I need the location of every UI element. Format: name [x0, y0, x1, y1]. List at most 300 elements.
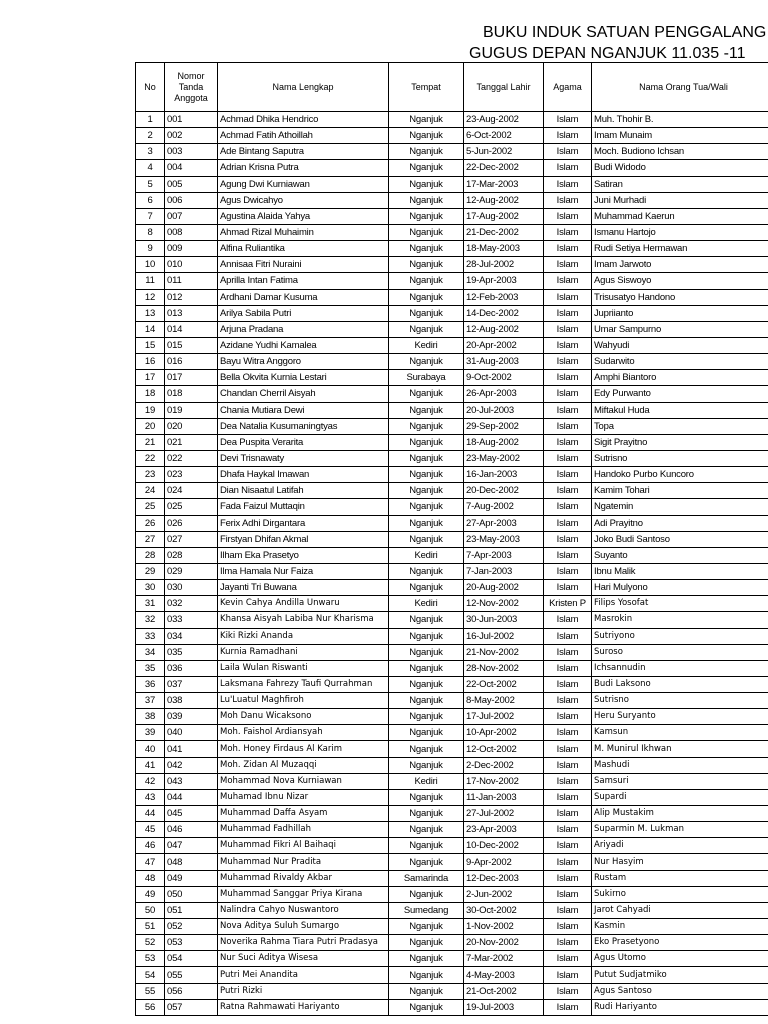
cell-nama-orang-tua-wali: Miftakul Huda: [592, 402, 768, 418]
cell-tanggal-lahir: 30-Oct-2002: [464, 902, 544, 918]
table-row: [136, 676, 768, 692]
table-body: [136, 112, 768, 1016]
cell-nomor-tanda-anggota: 032: [165, 596, 218, 612]
table-row: [136, 709, 768, 725]
cell-nama-lengkap: Kevin Cahya Andilla Unwaru: [218, 596, 389, 612]
cell-no: 29: [136, 563, 165, 579]
table-row: [136, 305, 768, 321]
cell-agama: Islam: [544, 531, 592, 547]
cell-tanggal-lahir: 7-Apr-2003: [464, 547, 544, 563]
table-row: [136, 725, 768, 741]
cell-nama-lengkap: Alfina Ruliantika: [218, 241, 389, 257]
table-row: [136, 983, 768, 999]
cell-tanggal-lahir: 28-Jul-2002: [464, 257, 544, 273]
cell-nomor-tanda-anggota: 050: [165, 886, 218, 902]
cell-nama-lengkap: Ahmad Rizal Muhaimin: [218, 224, 389, 240]
cell-no: 56: [136, 999, 165, 1015]
cell-nama-orang-tua-wali: Trisusatyo Handono: [592, 289, 768, 305]
cell-nomor-tanda-anggota: 051: [165, 902, 218, 918]
cell-nama-orang-tua-wali: Kamim Tohari: [592, 483, 768, 499]
cell-nama-orang-tua-wali: Budi Widodo: [592, 160, 768, 176]
cell-tempat: Nganjuk: [389, 628, 464, 644]
cell-agama: Islam: [544, 273, 592, 289]
table-row: [136, 144, 768, 160]
cell-agama: Islam: [544, 741, 592, 757]
cell-nama-lengkap: Bella Okvita Kurnia Lestari: [218, 370, 389, 386]
cell-nomor-tanda-anggota: 049: [165, 870, 218, 886]
cell-no: 22: [136, 450, 165, 466]
cell-no: 6: [136, 192, 165, 208]
cell-no: 51: [136, 919, 165, 935]
cell-tanggal-lahir: 20-Dec-2002: [464, 483, 544, 499]
cell-tanggal-lahir: 1-Nov-2002: [464, 919, 544, 935]
cell-nomor-tanda-anggota: 013: [165, 305, 218, 321]
cell-nomor-tanda-anggota: 056: [165, 983, 218, 999]
table-row: [136, 854, 768, 870]
table-row: [136, 644, 768, 660]
table-row: [136, 208, 768, 224]
cell-tanggal-lahir: 30-Jun-2003: [464, 612, 544, 628]
cell-nama-lengkap: Dea Puspita Verarita: [218, 434, 389, 450]
cell-nama-orang-tua-wali: Adi Prayitno: [592, 515, 768, 531]
table-row: [136, 838, 768, 854]
cell-nomor-tanda-anggota: 025: [165, 499, 218, 515]
cell-nama-orang-tua-wali: Muh. Thohir B.: [592, 112, 768, 128]
cell-no: 13: [136, 305, 165, 321]
table-row: [136, 741, 768, 757]
cell-tanggal-lahir: 9-Oct-2002: [464, 370, 544, 386]
cell-nama-lengkap: Muhammad Daffa Asyam: [218, 806, 389, 822]
cell-nomor-tanda-anggota: 047: [165, 838, 218, 854]
cell-nama-orang-tua-wali: Sigit Prayitno: [592, 434, 768, 450]
cell-tanggal-lahir: 27-Apr-2003: [464, 515, 544, 531]
cell-tempat: Sumedang: [389, 902, 464, 918]
cell-nomor-tanda-anggota: 028: [165, 547, 218, 563]
cell-no: 18: [136, 386, 165, 402]
cell-nama-lengkap: Kurnia Ramadhani: [218, 644, 389, 660]
cell-tempat: Nganjuk: [389, 531, 464, 547]
cell-tanggal-lahir: 27-Jul-2002: [464, 806, 544, 822]
cell-tanggal-lahir: 17-Aug-2002: [464, 208, 544, 224]
table-row: [136, 337, 768, 353]
cell-nomor-tanda-anggota: 023: [165, 467, 218, 483]
cell-no: 52: [136, 935, 165, 951]
cell-tanggal-lahir: 23-May-2002: [464, 450, 544, 466]
cell-no: 23: [136, 467, 165, 483]
cell-tempat: Kediri: [389, 547, 464, 563]
header-row: [136, 63, 768, 112]
cell-nomor-tanda-anggota: 017: [165, 370, 218, 386]
table-row: [136, 112, 768, 128]
cell-agama: Kristen P: [544, 596, 592, 612]
cell-agama: Islam: [544, 467, 592, 483]
cell-tanggal-lahir: 10-Apr-2002: [464, 725, 544, 741]
cell-nomor-tanda-anggota: 021: [165, 434, 218, 450]
cell-nama-orang-tua-wali: Filips Yosofat: [592, 596, 768, 612]
table-row: [136, 531, 768, 547]
cell-nomor-tanda-anggota: 007: [165, 208, 218, 224]
cell-agama: Islam: [544, 483, 592, 499]
cell-agama: Islam: [544, 935, 592, 951]
cell-no: 15: [136, 337, 165, 353]
cell-tempat: Nganjuk: [389, 563, 464, 579]
header-tempat: Tempat: [389, 63, 464, 112]
cell-nomor-tanda-anggota: 039: [165, 709, 218, 725]
cell-tempat: Nganjuk: [389, 241, 464, 257]
table-row: [136, 370, 768, 386]
cell-nama-lengkap: Agus Dwicahyo: [218, 192, 389, 208]
cell-agama: Islam: [544, 854, 592, 870]
cell-nomor-tanda-anggota: 016: [165, 354, 218, 370]
cell-agama: Islam: [544, 676, 592, 692]
cell-tempat: Kediri: [389, 337, 464, 353]
table-row: [136, 128, 768, 144]
cell-no: 36: [136, 676, 165, 692]
cell-tempat: Nganjuk: [389, 515, 464, 531]
cell-nama-orang-tua-wali: M. Munirul Ikhwan: [592, 741, 768, 757]
cell-tempat: Nganjuk: [389, 822, 464, 838]
cell-agama: Islam: [544, 305, 592, 321]
cell-nomor-tanda-anggota: 040: [165, 725, 218, 741]
header-no: No: [136, 63, 165, 112]
cell-nama-lengkap: Muhammad Sanggar Priya Kirana: [218, 886, 389, 902]
cell-no: 24: [136, 483, 165, 499]
cell-nomor-tanda-anggota: 037: [165, 676, 218, 692]
table-row: [136, 596, 768, 612]
cell-nomor-tanda-anggota: 018: [165, 386, 218, 402]
cell-tempat: Nganjuk: [389, 806, 464, 822]
cell-no: 35: [136, 660, 165, 676]
cell-no: 49: [136, 886, 165, 902]
cell-nama-orang-tua-wali: Jupriianto: [592, 305, 768, 321]
cell-nama-orang-tua-wali: Sutrisno: [592, 693, 768, 709]
cell-tempat: Nganjuk: [389, 176, 464, 192]
cell-no: 20: [136, 418, 165, 434]
cell-no: 2: [136, 128, 165, 144]
cell-nama-lengkap: Firstyan Dhifan Akmal: [218, 531, 389, 547]
table-row: [136, 547, 768, 563]
cell-nomor-tanda-anggota: 012: [165, 289, 218, 305]
cell-tanggal-lahir: 7-Jan-2003: [464, 563, 544, 579]
table-row: [136, 660, 768, 676]
cell-tempat: Kediri: [389, 773, 464, 789]
cell-nama-orang-tua-wali: Eko Prasetyono: [592, 935, 768, 951]
cell-no: 54: [136, 967, 165, 983]
cell-nomor-tanda-anggota: 014: [165, 321, 218, 337]
cell-tanggal-lahir: 2-Jun-2002: [464, 886, 544, 902]
cell-tempat: Nganjuk: [389, 467, 464, 483]
cell-nama-lengkap: Khansa Aisyah Labiba Nur Kharisma: [218, 612, 389, 628]
cell-nama-orang-tua-wali: Handoko Purbo Kuncoro: [592, 467, 768, 483]
cell-nama-orang-tua-wali: Putut Sudjatmiko: [592, 967, 768, 983]
cell-nama-lengkap: Noverika Rahma Tiara Putri Pradasya: [218, 935, 389, 951]
cell-tempat: Nganjuk: [389, 305, 464, 321]
cell-tanggal-lahir: 23-Apr-2003: [464, 822, 544, 838]
cell-tempat: Nganjuk: [389, 144, 464, 160]
cell-nama-orang-tua-wali: Agus Santoso: [592, 983, 768, 999]
cell-nama-lengkap: Mohammad Nova Kurniawan: [218, 773, 389, 789]
cell-tanggal-lahir: 8-May-2002: [464, 693, 544, 709]
cell-tempat: Samarinda: [389, 870, 464, 886]
header-nama-orang-tua-wali: Nama Orang Tua/Wali: [592, 63, 768, 112]
cell-tanggal-lahir: 29-Sep-2002: [464, 418, 544, 434]
table-row: [136, 902, 768, 918]
cell-no: 14: [136, 321, 165, 337]
cell-nama-orang-tua-wali: Imam Munaim: [592, 128, 768, 144]
cell-agama: Islam: [544, 176, 592, 192]
title-line-1: BUKU INDUK SATUAN PENGGALANG: [483, 24, 767, 41]
cell-nama-orang-tua-wali: Suparmin M. Lukman: [592, 822, 768, 838]
cell-nama-lengkap: Ardhani Damar Kusuma: [218, 289, 389, 305]
table-row: [136, 321, 768, 337]
cell-nomor-tanda-anggota: 029: [165, 563, 218, 579]
cell-nama-orang-tua-wali: Suyanto: [592, 547, 768, 563]
cell-nama-orang-tua-wali: Satiran: [592, 176, 768, 192]
cell-no: 5: [136, 176, 165, 192]
cell-no: 7: [136, 208, 165, 224]
table-row: [136, 418, 768, 434]
cell-nama-orang-tua-wali: Ibnu Malik: [592, 563, 768, 579]
cell-nama-orang-tua-wali: Rudi Setiya Hermawan: [592, 241, 768, 257]
cell-tempat: Nganjuk: [389, 418, 464, 434]
cell-tempat: Nganjuk: [389, 354, 464, 370]
table-row: [136, 273, 768, 289]
cell-agama: Islam: [544, 628, 592, 644]
cell-nomor-tanda-anggota: 042: [165, 757, 218, 773]
cell-tanggal-lahir: 6-Oct-2002: [464, 128, 544, 144]
cell-tempat: Nganjuk: [389, 983, 464, 999]
cell-tempat: Nganjuk: [389, 160, 464, 176]
cell-nomor-tanda-anggota: 004: [165, 160, 218, 176]
cell-no: 11: [136, 273, 165, 289]
cell-nama-orang-tua-wali: Ariyadi: [592, 838, 768, 854]
cell-nama-lengkap: Ferix Adhi Dirgantara: [218, 515, 389, 531]
cell-no: 53: [136, 951, 165, 967]
cell-tempat: Nganjuk: [389, 289, 464, 305]
cell-agama: Islam: [544, 289, 592, 305]
cell-nomor-tanda-anggota: 052: [165, 919, 218, 935]
table-row: [136, 499, 768, 515]
cell-nama-orang-tua-wali: Nur Hasyim: [592, 854, 768, 870]
cell-nama-lengkap: Arilya Sabila Putri: [218, 305, 389, 321]
cell-nama-lengkap: Muhammad Rivaldy Akbar: [218, 870, 389, 886]
cell-no: 46: [136, 838, 165, 854]
table-row: [136, 515, 768, 531]
table-row: [136, 806, 768, 822]
cell-nama-orang-tua-wali: Kasmin: [592, 919, 768, 935]
cell-nama-orang-tua-wali: Ichsannudin: [592, 660, 768, 676]
cell-no: 1: [136, 112, 165, 128]
cell-no: 10: [136, 257, 165, 273]
cell-tempat: Nganjuk: [389, 838, 464, 854]
cell-nama-orang-tua-wali: Budi Laksono: [592, 676, 768, 692]
cell-nama-orang-tua-wali: Umar Sampurno: [592, 321, 768, 337]
cell-nama-lengkap: Ratna Rahmawati Hariyanto: [218, 999, 389, 1015]
cell-nama-orang-tua-wali: Sutriyono: [592, 628, 768, 644]
cell-tempat: Nganjuk: [389, 321, 464, 337]
cell-nama-orang-tua-wali: Rudi Hariyanto: [592, 999, 768, 1015]
cell-no: 39: [136, 725, 165, 741]
cell-no: 3: [136, 144, 165, 160]
cell-agama: Islam: [544, 919, 592, 935]
cell-agama: Islam: [544, 128, 592, 144]
cell-tanggal-lahir: 17-Nov-2002: [464, 773, 544, 789]
table-row: [136, 483, 768, 499]
cell-agama: Islam: [544, 709, 592, 725]
cell-nama-lengkap: Azidane Yudhi Kamalea: [218, 337, 389, 353]
table-row: [136, 402, 768, 418]
cell-nama-lengkap: Laksmana Fahrezy Taufi Qurrahman: [218, 676, 389, 692]
cell-tempat: Nganjuk: [389, 273, 464, 289]
cell-agama: Islam: [544, 983, 592, 999]
table-row: [136, 693, 768, 709]
cell-nomor-tanda-anggota: 002: [165, 128, 218, 144]
cell-nama-orang-tua-wali: Mashudi: [592, 757, 768, 773]
cell-nama-lengkap: Annisaa Fitri Nuraini: [218, 257, 389, 273]
cell-nama-orang-tua-wali: Amphi Biantoro: [592, 370, 768, 386]
cell-nama-lengkap: Muhammad Fikri Al Baihaqi: [218, 838, 389, 854]
cell-tempat: Nganjuk: [389, 483, 464, 499]
cell-tempat: Nganjuk: [389, 580, 464, 596]
cell-agama: Islam: [544, 224, 592, 240]
cell-nomor-tanda-anggota: 027: [165, 531, 218, 547]
cell-tempat: Nganjuk: [389, 644, 464, 660]
cell-tempat: Nganjuk: [389, 660, 464, 676]
cell-no: 4: [136, 160, 165, 176]
cell-nama-lengkap: Dian Nisaatul Latifah: [218, 483, 389, 499]
cell-nomor-tanda-anggota: 057: [165, 999, 218, 1015]
cell-nomor-tanda-anggota: 055: [165, 967, 218, 983]
cell-no: 8: [136, 224, 165, 240]
table-row: [136, 354, 768, 370]
cell-agama: Islam: [544, 499, 592, 515]
cell-nomor-tanda-anggota: 048: [165, 854, 218, 870]
cell-tempat: Nganjuk: [389, 499, 464, 515]
cell-agama: Islam: [544, 693, 592, 709]
cell-nama-orang-tua-wali: Jarot Cahyadi: [592, 902, 768, 918]
cell-tanggal-lahir: 19-Apr-2003: [464, 273, 544, 289]
cell-nomor-tanda-anggota: 010: [165, 257, 218, 273]
cell-no: 27: [136, 531, 165, 547]
cell-nama-lengkap: Adrian Krisna Putra: [218, 160, 389, 176]
cell-nama-orang-tua-wali: Edy Purwanto: [592, 386, 768, 402]
cell-tanggal-lahir: 21-Nov-2002: [464, 644, 544, 660]
cell-nama-lengkap: Muhammad Nur Pradita: [218, 854, 389, 870]
cell-agama: Islam: [544, 822, 592, 838]
table-row: [136, 386, 768, 402]
table-row: [136, 289, 768, 305]
cell-nomor-tanda-anggota: 005: [165, 176, 218, 192]
cell-nama-lengkap: Putri Mei Anandita: [218, 967, 389, 983]
cell-nama-lengkap: Jayanti Tri Buwana: [218, 580, 389, 596]
cell-agama: Islam: [544, 386, 592, 402]
cell-tempat: Nganjuk: [389, 854, 464, 870]
cell-tanggal-lahir: 17-Mar-2003: [464, 176, 544, 192]
cell-agama: Islam: [544, 112, 592, 128]
table-row: [136, 886, 768, 902]
cell-nama-lengkap: Achmad Dhika Hendrico: [218, 112, 389, 128]
cell-tempat: Nganjuk: [389, 919, 464, 935]
cell-tempat: Nganjuk: [389, 725, 464, 741]
cell-nama-lengkap: Fada Faizul Muttaqin: [218, 499, 389, 515]
cell-tanggal-lahir: 20-Nov-2002: [464, 935, 544, 951]
cell-agama: Islam: [544, 967, 592, 983]
cell-nama-orang-tua-wali: Agus Utomo: [592, 951, 768, 967]
cell-no: 33: [136, 628, 165, 644]
cell-tanggal-lahir: 20-Jul-2003: [464, 402, 544, 418]
member-register-table: [135, 62, 768, 1016]
cell-nomor-tanda-anggota: 011: [165, 273, 218, 289]
cell-nomor-tanda-anggota: 003: [165, 144, 218, 160]
cell-nomor-tanda-anggota: 008: [165, 224, 218, 240]
table-row: [136, 257, 768, 273]
cell-tanggal-lahir: 4-May-2003: [464, 967, 544, 983]
cell-nama-lengkap: Chania Mutiara Dewi: [218, 402, 389, 418]
cell-no: 55: [136, 983, 165, 999]
table-row: [136, 870, 768, 886]
cell-agama: Islam: [544, 773, 592, 789]
cell-tempat: Nganjuk: [389, 112, 464, 128]
cell-nama-lengkap: Muhamad Ibnu Nizar: [218, 789, 389, 805]
cell-nama-orang-tua-wali: Imam Jarwoto: [592, 257, 768, 273]
cell-nama-lengkap: Achmad Fatih Athoillah: [218, 128, 389, 144]
cell-nama-lengkap: Devi Trisnawaty: [218, 450, 389, 466]
cell-nama-lengkap: Ade Bintang Saputra: [218, 144, 389, 160]
cell-nomor-tanda-anggota: 019: [165, 402, 218, 418]
cell-nama-lengkap: Bayu Witra Anggoro: [218, 354, 389, 370]
cell-nomor-tanda-anggota: 046: [165, 822, 218, 838]
cell-nomor-tanda-anggota: 033: [165, 612, 218, 628]
cell-tanggal-lahir: 9-Apr-2002: [464, 854, 544, 870]
table-header: [136, 63, 768, 112]
cell-nomor-tanda-anggota: 022: [165, 450, 218, 466]
cell-nama-orang-tua-wali: Sudarwito: [592, 354, 768, 370]
cell-tempat: Nganjuk: [389, 402, 464, 418]
table-row: [136, 434, 768, 450]
cell-nama-lengkap: Ilma Hamala Nur Faiza: [218, 563, 389, 579]
cell-nama-orang-tua-wali: Ismanu Hartojo: [592, 224, 768, 240]
cell-nomor-tanda-anggota: 036: [165, 660, 218, 676]
cell-tanggal-lahir: 19-Jul-2003: [464, 999, 544, 1015]
cell-agama: Islam: [544, 870, 592, 886]
cell-agama: Islam: [544, 192, 592, 208]
cell-no: 43: [136, 789, 165, 805]
cell-tanggal-lahir: 22-Dec-2002: [464, 160, 544, 176]
cell-no: 28: [136, 547, 165, 563]
table-row: [136, 580, 768, 596]
cell-agama: Islam: [544, 160, 592, 176]
cell-tanggal-lahir: 16-Jul-2002: [464, 628, 544, 644]
cell-nama-orang-tua-wali: Muhammad Kaerun: [592, 208, 768, 224]
cell-tanggal-lahir: 31-Aug-2003: [464, 354, 544, 370]
cell-no: 30: [136, 580, 165, 596]
cell-agama: Islam: [544, 547, 592, 563]
cell-nomor-tanda-anggota: 001: [165, 112, 218, 128]
document-title: [400, 22, 768, 64]
cell-nomor-tanda-anggota: 043: [165, 773, 218, 789]
cell-nama-lengkap: Agustina Alaida Yahya: [218, 208, 389, 224]
cell-nomor-tanda-anggota: 006: [165, 192, 218, 208]
cell-tempat: Nganjuk: [389, 192, 464, 208]
cell-nama-orang-tua-wali: Agus Siswoyo: [592, 273, 768, 289]
cell-no: 21: [136, 434, 165, 450]
cell-tempat: Nganjuk: [389, 386, 464, 402]
cell-nama-lengkap: Arjuna Pradana: [218, 321, 389, 337]
cell-nomor-tanda-anggota: 026: [165, 515, 218, 531]
cell-nama-lengkap: Moh. Zidan Al Muzaqqi: [218, 757, 389, 773]
cell-no: 26: [136, 515, 165, 531]
cell-tempat: Nganjuk: [389, 999, 464, 1015]
